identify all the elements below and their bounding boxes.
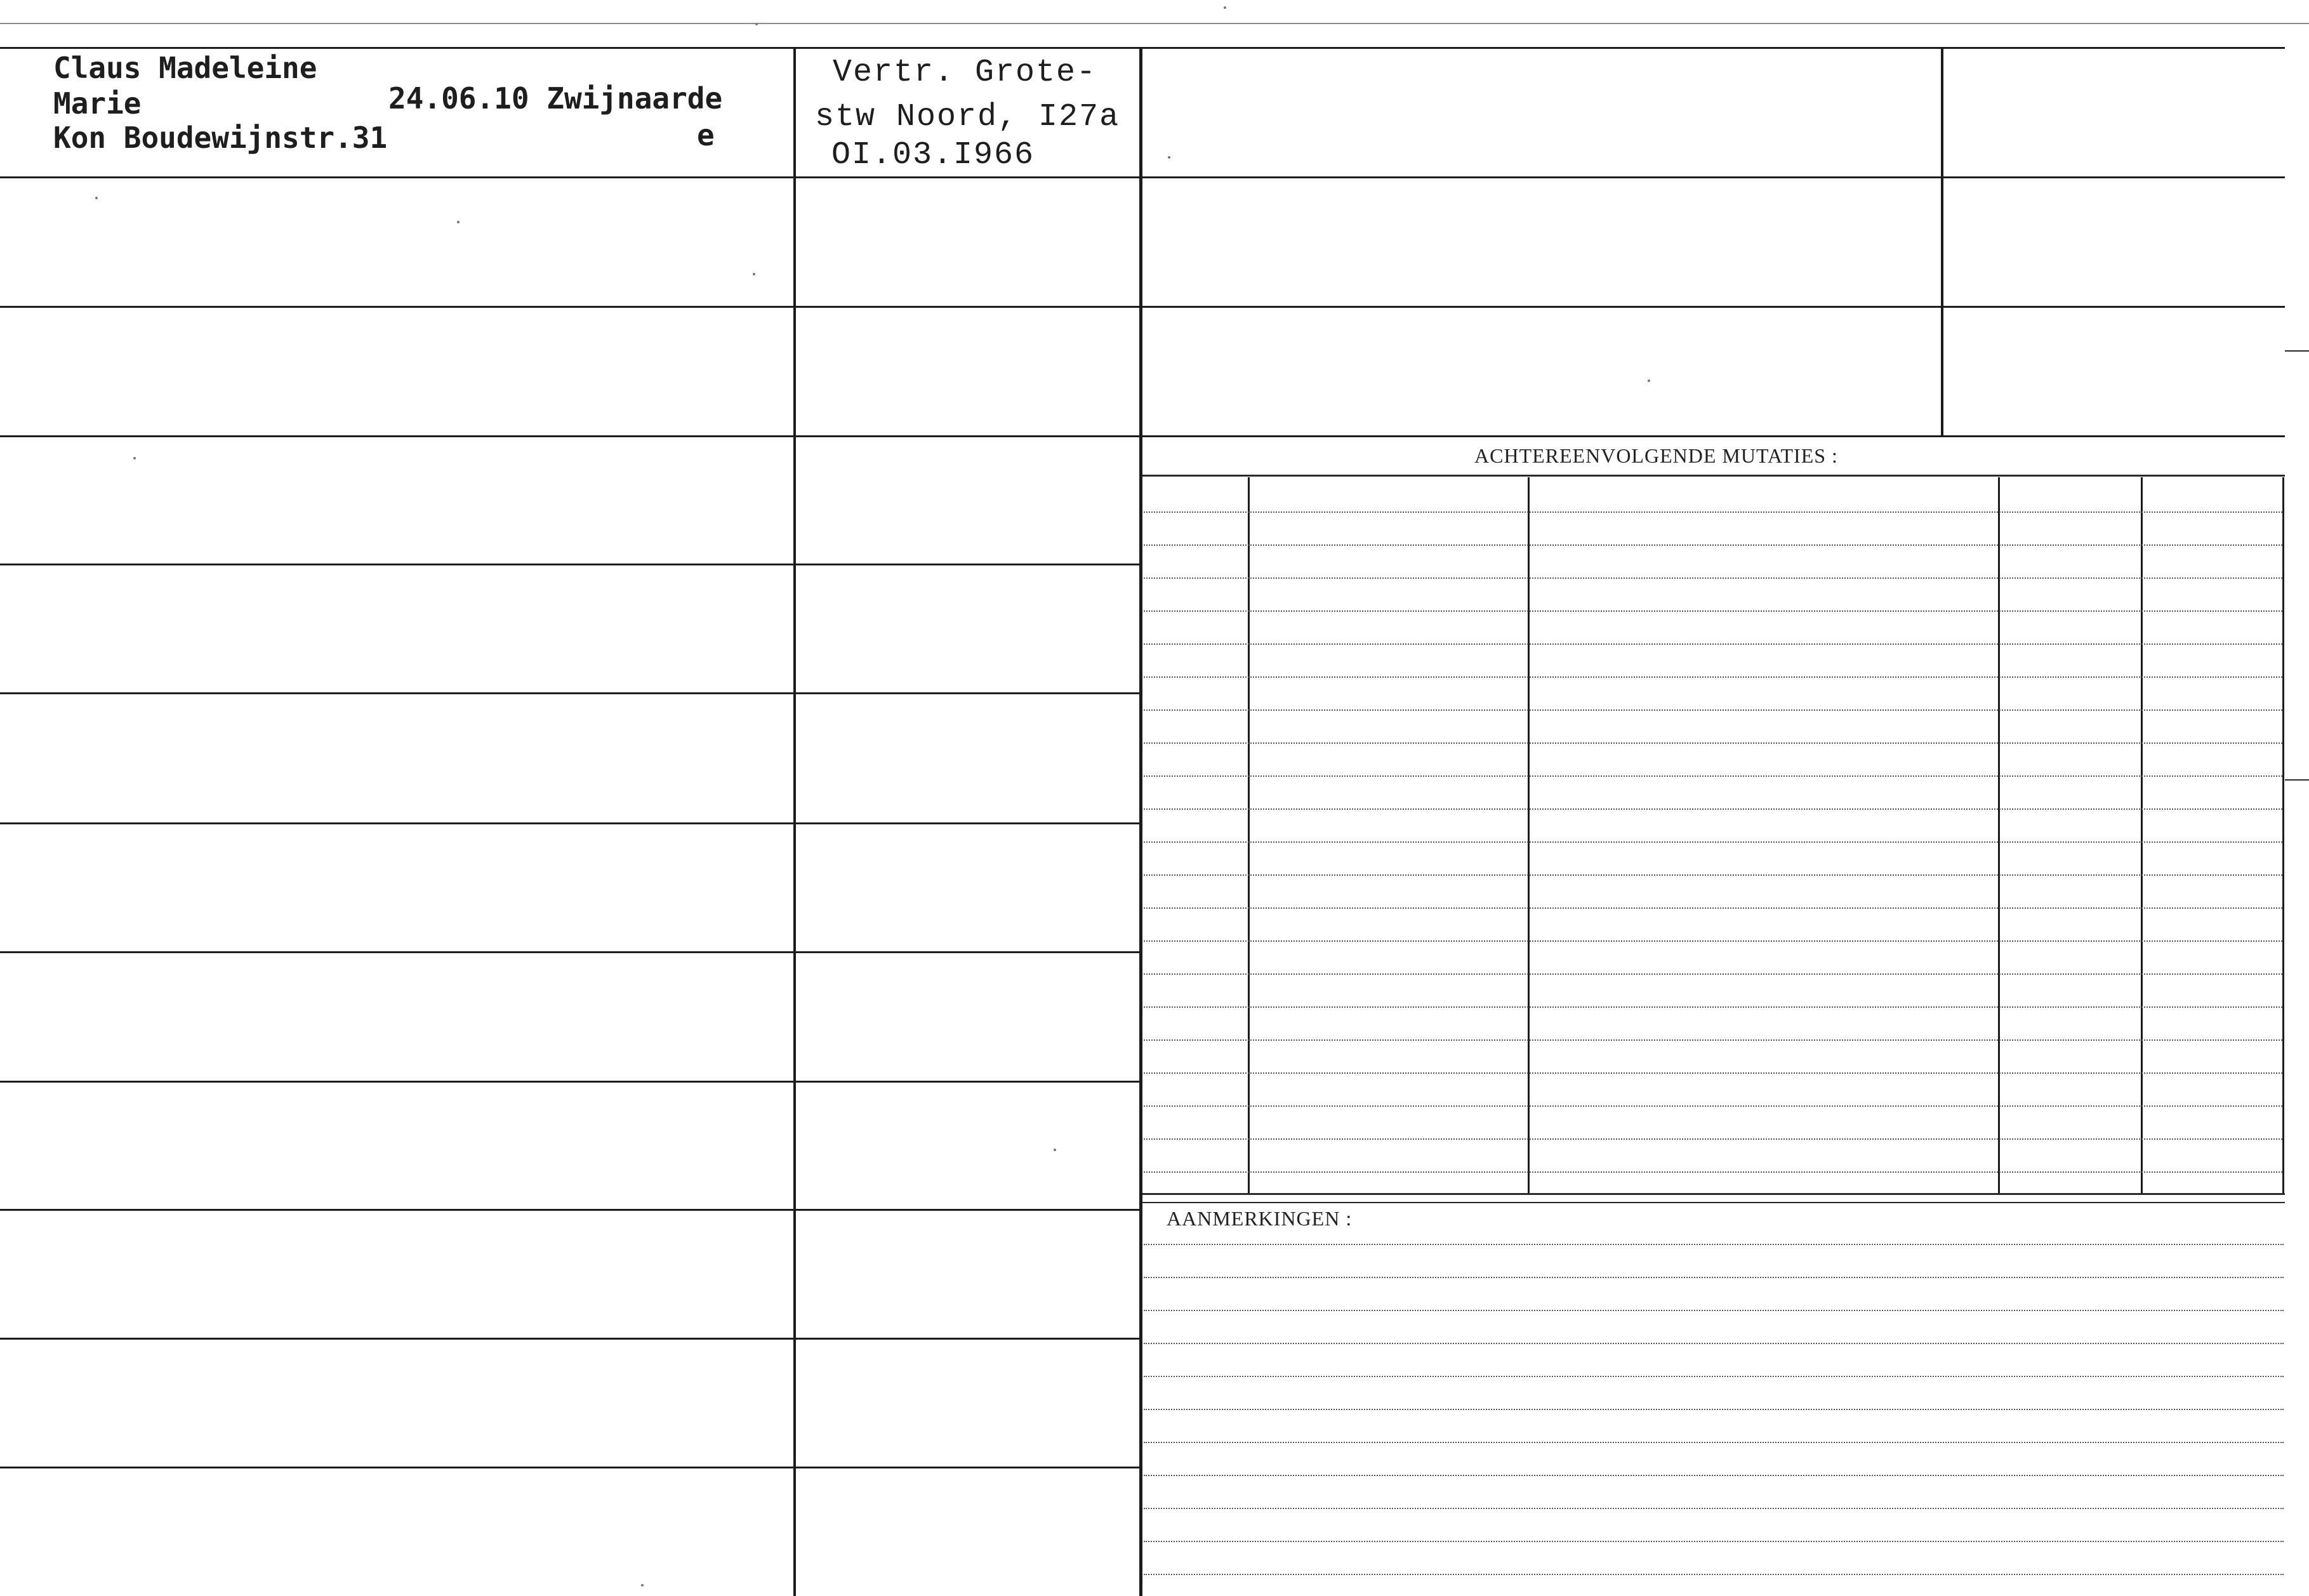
entry-suffix: e <box>697 118 715 152</box>
mutations-bottom-line <box>1142 1193 2285 1195</box>
mutations-row <box>1144 544 2282 546</box>
mutations-col-3 <box>1998 477 2000 1194</box>
remarks-line <box>1144 1310 2284 1311</box>
row-line-10 <box>0 1338 1142 1340</box>
mutations-row <box>1144 709 2282 711</box>
remarks-line <box>1144 1244 2284 1245</box>
mutations-col-4 <box>2141 477 2143 1194</box>
departure-line2: stw Noord, I27a <box>815 99 1120 135</box>
mutations-heading: ACHTEREENVOLGENDE MUTATIES : <box>1474 444 1838 467</box>
departure-line1: Vertr. Grote- <box>833 55 1097 91</box>
mutations-row <box>1144 643 2282 645</box>
row-line-9 <box>0 1209 1142 1211</box>
mutations-row <box>1144 1006 2282 1008</box>
row-line-11 <box>0 1467 1142 1468</box>
row-line-3 <box>0 435 2285 437</box>
remarks-line <box>1144 1541 2284 1542</box>
mutations-row <box>1144 1039 2282 1041</box>
mutations-row <box>1144 841 2282 843</box>
mutations-row <box>1144 874 2282 876</box>
remarks-line <box>1144 1475 2284 1476</box>
mutations-row <box>1144 1171 2282 1173</box>
scan-speck <box>133 457 136 459</box>
edge-tick-2 <box>2285 779 2309 781</box>
remarks-line <box>1144 1376 2284 1377</box>
column-divider-1 <box>793 47 796 1596</box>
mutations-row <box>1144 676 2282 678</box>
entry-name-line2: Marie <box>53 86 142 121</box>
mutations-row <box>1144 1105 2282 1107</box>
scan-speck <box>1168 156 1170 159</box>
mutations-row <box>1144 511 2282 513</box>
mutations-row <box>1144 742 2282 744</box>
entry-address: Kon Boudewijnstr.31 <box>53 121 388 155</box>
mutations-row <box>1144 1138 2282 1140</box>
top-edge-line <box>0 23 2309 24</box>
remarks-line <box>1144 1442 2284 1443</box>
mutations-col-2 <box>1528 477 1530 1194</box>
entry-birth: 24.06.10 Zwijnaarde <box>388 81 723 115</box>
scan-speck <box>457 221 460 223</box>
scan-speck <box>1224 6 1226 9</box>
mutations-row <box>1144 1072 2282 1074</box>
scan-speck <box>1648 379 1650 382</box>
scan-speck <box>95 197 98 199</box>
row-line-4 <box>0 564 1142 565</box>
scan-speck <box>753 273 755 275</box>
mutations-row <box>1144 577 2282 579</box>
remarks-line <box>1144 1343 2284 1344</box>
column-divider-2 <box>1139 47 1142 1596</box>
remarks-line <box>1144 1277 2284 1278</box>
row-line-5 <box>0 692 1142 694</box>
row-line-7 <box>0 951 1142 953</box>
departure-line3: OI.03.I966 <box>831 137 1035 173</box>
scan-speck <box>755 23 758 25</box>
row-line-6 <box>0 822 1142 824</box>
edge-tick-1 <box>2285 350 2309 352</box>
mutations-row <box>1144 907 2282 909</box>
row-line-8 <box>0 1081 1142 1083</box>
mutations-row <box>1144 973 2282 975</box>
remarks-line <box>1144 1409 2284 1410</box>
mutations-header-line <box>1142 475 2285 477</box>
entry-name-line1: Claus Madeleine <box>53 51 317 85</box>
remarks-line <box>1144 1574 2284 1575</box>
column-divider-3 <box>1941 47 1943 435</box>
scan-speck <box>1054 1149 1056 1151</box>
scan-speck <box>641 1584 644 1586</box>
remarks-top-line <box>1142 1202 2285 1203</box>
mutations-col-5 <box>2282 477 2284 1194</box>
mutations-col-1 <box>1248 477 1250 1194</box>
mutations-row <box>1144 808 2282 810</box>
mutations-row <box>1144 610 2282 612</box>
remarks-heading: AANMERKINGEN : <box>1167 1207 1353 1230</box>
mutations-row <box>1144 775 2282 777</box>
remarks-line <box>1144 1508 2284 1509</box>
mutations-row <box>1144 940 2282 942</box>
